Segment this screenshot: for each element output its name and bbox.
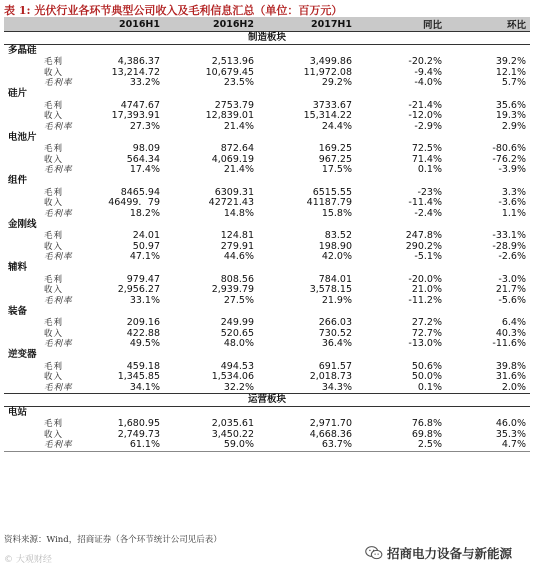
table-cell: 11,972.08 (303, 66, 352, 78)
table-cell: 34.3% (321, 381, 352, 393)
row-label: 收入 (44, 285, 64, 295)
table-cell: 967.25 (318, 153, 352, 165)
row-label: 收入 (44, 111, 64, 121)
table-row (4, 101, 530, 112)
table-cell: 8465.94 (120, 186, 160, 198)
table-cell: 83.52 (324, 230, 352, 241)
table-cell: 21.4% (223, 120, 254, 132)
table-cell: -11.4% (408, 197, 442, 208)
table-cell: 520.65 (220, 327, 254, 339)
table-cell: 17,393.91 (111, 110, 160, 121)
table-row (4, 383, 530, 394)
category-row (4, 132, 530, 144)
table-cell: 2,971.70 (309, 418, 352, 429)
table-cell: 0.1% (417, 164, 442, 175)
row-label: 毛利率 (44, 208, 73, 219)
table-row (4, 339, 530, 350)
table-cell: 2.9% (501, 120, 526, 132)
table-title (4, 2, 342, 18)
table-cell: 39.2% (495, 56, 526, 67)
table-cell: -9.4% (414, 66, 442, 78)
table-cell: -4.0% (414, 77, 442, 88)
header-cell: 环比 (446, 17, 530, 32)
row-label: 毛利率 (44, 252, 73, 262)
table-cell: 47.1% (129, 251, 160, 262)
table-row (4, 57, 530, 68)
table-cell: 2,018.73 (309, 371, 352, 382)
table-cell: 50.0% (411, 371, 442, 382)
table-row (4, 188, 530, 199)
row-label: 毛利 (44, 361, 64, 372)
table-cell: -3.6% (498, 197, 526, 208)
table-cell: -3.9% (498, 164, 526, 175)
category-row (4, 407, 530, 420)
table-cell: 33.1% (129, 294, 160, 306)
table-row (4, 252, 530, 263)
table-cell: -76.2% (492, 153, 526, 165)
table-cell: 422.88 (126, 327, 160, 339)
row-label: 毛利率 (44, 78, 73, 88)
table-cell: 691.57 (318, 360, 352, 372)
table-cell: -33.1% (492, 230, 526, 241)
row-label: 毛利率 (44, 339, 73, 349)
table-cell: 34.1% (129, 381, 160, 393)
table-cell: 247.8% (405, 230, 442, 241)
row-label: 收入 (44, 154, 64, 165)
source-note: 资料来源：Wind，招商证券（各个环节统计公司见后表） (4, 535, 222, 545)
table-row (4, 430, 530, 441)
table-cell: -5.6% (498, 294, 526, 306)
table-cell: 290.2% (405, 240, 442, 252)
table-cell: 3,578.15 (309, 284, 352, 295)
table-cell: 49.5% (129, 338, 160, 349)
category-row (4, 176, 530, 188)
row-label: 毛利 (44, 57, 64, 67)
table-cell: 36.4% (321, 338, 352, 349)
row-label: 收入 (44, 429, 64, 440)
table-cell: 564.34 (126, 153, 160, 165)
table-cell: 249.99 (220, 317, 254, 328)
table-cell: 23.5% (223, 77, 254, 88)
table-cell: 71.4% (411, 153, 442, 165)
row-label: 毛利 (44, 419, 64, 429)
table-cell: -12.0% (408, 110, 442, 121)
table-row (4, 122, 530, 133)
table-cell: 50.6% (411, 360, 442, 372)
table-cell: 44.6% (223, 251, 254, 262)
table-cell: 98.09 (132, 143, 160, 154)
table-body (4, 32, 530, 452)
table-cell: -3.0% (498, 273, 526, 285)
table-cell: 3,499.86 (309, 56, 352, 67)
header-cell: 2016H2 (164, 17, 258, 32)
table-row (4, 198, 530, 209)
table-cell: -2.9% (414, 120, 442, 132)
table-cell: 2.0% (501, 381, 526, 393)
table-cell: 169.25 (318, 143, 352, 154)
table-cell: 6309.31 (214, 186, 254, 198)
table-cell: 2,513.96 (211, 56, 254, 67)
table-row (4, 362, 530, 373)
table-cell: 59.0% (164, 440, 258, 451)
table-cell: 4747.67 (120, 99, 160, 111)
table-cell: 209.16 (126, 317, 160, 328)
table-cell: -2.6% (498, 251, 526, 262)
table-cell: 1,680.95 (117, 418, 160, 429)
table-cell: 872.64 (220, 143, 254, 154)
table-row (4, 318, 530, 329)
table-row (4, 209, 530, 220)
category-title: 电站 (8, 406, 28, 418)
table-title-text: 光伏行业各环节典型公司收入及毛利信息汇总（单位：百万元） (34, 4, 343, 17)
table-cell: 48.0% (223, 338, 254, 349)
table-cell: 14.8% (223, 207, 254, 219)
category-title: 逆变器 (8, 349, 37, 361)
table-cell: 6.4% (501, 317, 526, 328)
table-row (4, 329, 530, 340)
table-cell: 29.2% (321, 77, 352, 88)
table-cell: -23% (417, 186, 442, 198)
table-cell: 808.56 (220, 273, 254, 285)
table-cell: -5.1% (414, 251, 442, 262)
row-label: 毛利 (44, 187, 64, 198)
row-label: 毛利 (44, 318, 64, 328)
table-cell: 784.01 (318, 273, 352, 285)
table-cell: 17.4% (129, 164, 160, 175)
table-cell: 730.52 (318, 327, 352, 339)
category-title: 装备 (8, 305, 28, 317)
table-row (4, 144, 530, 155)
table-cell: -11.2% (408, 294, 442, 306)
table-cell: 40.3% (495, 327, 526, 339)
table-cell: 63.7% (258, 440, 356, 451)
row-label: 收入 (44, 328, 64, 339)
table-cell: 19.3% (495, 110, 526, 121)
row-label: 毛利率 (44, 121, 73, 132)
table-cell: 42.0% (321, 251, 352, 262)
table-cell: 35.3% (495, 428, 526, 440)
row-label: 收入 (44, 372, 64, 382)
section-title: 制造板块 (4, 32, 530, 45)
table-row (4, 419, 530, 430)
table-cell: 72.7% (411, 327, 442, 339)
section-row (4, 394, 530, 407)
table-cell: 1,345.85 (117, 371, 160, 382)
table-cell: -21.4% (408, 99, 442, 111)
category-title: 多晶硅 (8, 44, 37, 56)
watermark-left: © 大观财经 (4, 555, 52, 565)
table-cell: 50.97 (132, 240, 160, 252)
category-row (4, 306, 530, 318)
table-cell: 46499．79 (108, 197, 160, 208)
table-cell: -13.0% (408, 338, 442, 349)
table-cell: 27.2% (411, 317, 442, 328)
table-cell: 5.7% (501, 77, 526, 88)
table-cell: 1.1% (501, 207, 526, 219)
table-cell: 459.18 (126, 360, 160, 372)
table-cell: 4.7% (446, 440, 530, 451)
table-cell: 24.4% (321, 120, 352, 132)
table-cell: 41187.79 (306, 197, 352, 208)
table-cell: 4,386.37 (117, 56, 160, 67)
table-cell: 33.2% (129, 77, 160, 88)
table-cell: 42721.43 (208, 197, 254, 208)
table-cell: 12,839.01 (205, 110, 254, 121)
watermark-right (365, 542, 512, 564)
wechat-icon (365, 545, 383, 561)
table-row (4, 68, 530, 79)
table-cell: -11.6% (492, 338, 526, 349)
table-cell: 15,314.22 (303, 110, 352, 121)
table-cell: 24.01 (132, 230, 160, 241)
category-title: 辅料 (8, 262, 28, 274)
header-cell: 2016H1 (80, 17, 164, 32)
table-cell: 198.90 (318, 240, 352, 252)
row-label: 毛利率 (44, 295, 73, 306)
table-row (4, 155, 530, 166)
table-cell: 21.4% (223, 164, 254, 175)
table-row (4, 275, 530, 286)
header-row (4, 17, 530, 32)
table-row (4, 242, 530, 253)
category-row (4, 263, 530, 275)
table-cell: 13,214.72 (111, 66, 160, 78)
table-cell: 10,679.45 (205, 66, 254, 78)
table-cell: 979.47 (126, 273, 160, 285)
row-label: 毛利率 (44, 382, 73, 393)
table-row (4, 285, 530, 296)
table-row (4, 440, 530, 451)
table-cell: 32.2% (223, 381, 254, 393)
table-cell: -28.9% (492, 240, 526, 252)
table-cell: 21.7% (495, 284, 526, 295)
table-cell: 6515.55 (312, 186, 352, 198)
table-row (4, 78, 530, 89)
table-cell: -2.4% (414, 207, 442, 219)
table-cell: 279.91 (220, 240, 254, 252)
table-cell: 4,069.19 (211, 153, 254, 165)
section-title: 运营板块 (4, 394, 530, 407)
table-cell: 15.8% (321, 207, 352, 219)
table-row (4, 296, 530, 307)
table-cell: 12.1% (495, 66, 526, 78)
row-label: 收入 (44, 198, 64, 208)
table-cell: 76.8% (411, 418, 442, 429)
row-label: 毛利率 (4, 440, 80, 451)
table-cell: 2,956.27 (117, 284, 160, 295)
table-cell: 17.5% (321, 164, 352, 175)
table-cell: 21.0% (411, 284, 442, 295)
table-cell: 46.0% (495, 418, 526, 429)
table-row (4, 372, 530, 383)
table-row (4, 165, 530, 176)
table-cell: 2753.79 (214, 99, 254, 111)
category-title: 电池片 (8, 131, 37, 143)
header-cell: 2017H1 (258, 17, 356, 32)
category-title: 硅片 (8, 88, 28, 100)
row-label: 毛利 (44, 231, 64, 241)
table-row (4, 231, 530, 242)
financial-table (4, 17, 530, 452)
header-cell (4, 17, 80, 32)
category-row (4, 350, 530, 362)
table-cell: 2,749.73 (117, 428, 160, 440)
row-label: 收入 (44, 67, 64, 78)
table-cell: 2.5% (356, 440, 446, 451)
table-row (4, 111, 530, 122)
row-label: 毛利 (44, 274, 64, 285)
category-title: 组件 (8, 175, 28, 187)
table-cell: 35.6% (495, 99, 526, 111)
row-label: 毛利率 (44, 165, 73, 175)
table-cell: 2,035.61 (211, 418, 254, 429)
table-cell: -20.2% (408, 56, 442, 67)
row-label: 毛利 (44, 144, 64, 154)
row-label: 毛利 (44, 100, 64, 111)
table-cell: 4,668.36 (309, 428, 352, 440)
row-label: 收入 (44, 241, 64, 252)
table-cell: 266.03 (318, 317, 352, 328)
table-title-prefix: 表 1: (4, 4, 31, 17)
table-cell: 124.81 (220, 230, 254, 241)
category-title: 金刚线 (8, 218, 37, 230)
category-row (4, 45, 530, 58)
table-cell: 31.6% (495, 371, 526, 382)
table-cell: 0.1% (417, 381, 442, 393)
table-cell: 21.9% (321, 294, 352, 306)
section-row (4, 32, 530, 45)
table-cell: 1,534.06 (211, 371, 254, 382)
category-row (4, 219, 530, 231)
header-cell: 同比 (356, 17, 446, 32)
category-row (4, 89, 530, 101)
table-cell: 2,939.79 (211, 284, 254, 295)
table-cell: 18.2% (129, 207, 160, 219)
table-cell: 27.5% (223, 294, 254, 306)
table-cell: 3.3% (501, 186, 526, 198)
table-cell: -20.0% (408, 273, 442, 285)
table-cell: 61.1% (80, 440, 164, 451)
table-cell: 72.5% (411, 143, 442, 154)
table-cell: 27.3% (129, 120, 160, 132)
watermark-right-text: 招商电力设备与新能源 (387, 546, 513, 561)
table-cell: 39.8% (495, 360, 526, 372)
table-cell: 3733.67 (312, 99, 352, 111)
table-cell: 69.8% (411, 428, 442, 440)
table-cell: -80.6% (492, 143, 526, 154)
table-cell: 3,450.22 (211, 428, 254, 440)
table-cell: 494.53 (220, 360, 254, 372)
